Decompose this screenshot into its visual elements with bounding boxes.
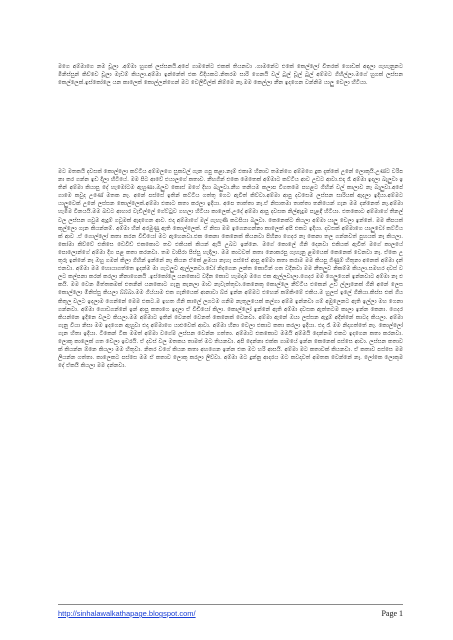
blog-link[interactable]: http://sinhalawalkathapage.blogspot.com/ (58, 609, 196, 618)
page-number: Page 1 (381, 609, 403, 618)
story-paragraph-1: මගෙ අම්මාගෙ නම චූලා .අම්මා හුගක් ලස්සනයි.අපේ ගාමනේට එකක් තියනවා .ගාමනේට එකේ කෙල්ලෝ විතරක් ගොඩක් අඳලා ගැහැනුනට මිනිස්සුන් කිව්වෙ චූලා මැඩම් කියලා.අම්මා ඉන්නේත් එක විදියකට.නිතරම සාරි ගෙනයි වල් ටූල් චූල් ටූල් අම්මට ගිහිල්ලා.මගේ හුගක් ලස්සන කෙල්ලෙක්.ඉස්කෝලෙ යන කාලෙක් කොල්ලන්ගෙන් මට වෙලිවිල්ක් නිම්මෙ නෑ.මම කෙල්ලා නීන ඉදගෙන වන්නිම යාලු වෙලා හිටියා. (58, 64, 403, 87)
story-paragraph-2: මට මතකයි දවසක් කොල්ලො කට්ටිය අම්මලගෙ සුකවල් ගැන ගපු කළා.නෑම් එකාම හිනාව තමන්ගෙ අම්මගෙ දුක දැක්කේ උනේ ලොකුයි.උණ්ට වරිපනා කර ගන්න ඉඩ දිලා හිටියේ. මම පිට ආවේ එයාලගේ කතාව. නීහගින් එකෙ මෙතෙක් අම්මාට කට්ටිය ආව උඩට ආවා.එදා රෑ අම්මා ඉදලා බැලුවා ඉතින් අම්මා කියාපු දේ හැමෝටම ඇහුණා.ඔලුව කොස් මගේ දිහා බැලුවා.නීහ තනියම කලාප විගතමෙ පහළට ගිහින් වල් කාලාව නෑ බැලුවා.අපේ ගාමෙ කවුද උණේ මතක නෑ. අනේ පස්සේ ඉතින් කට්ටිය ගත්තු ගෙට ඇවිත් කිව්වා.අම්මා ආපු දවසෙම ලස්සන සාරියක් ඇදලා ඉදියා.අම්මට යාලුවෙක් උනේ ලස්සන කොල්ලෙක්.අම්මා එකාට කතා කරලා ඉදියා. අපෙ තාත්තා නෑ.ඒ නිසාතමා තාත්තා තනියෙන් ගැන මම දන්නෙත් නෑ.අම්මා හැමිම විනයයි.මම බඩට ආහාර වැඩිල්ලේ ගේට්ටුව ගහලා හිටියා කාලෙක්.උදේ අම්මා ආපු දවසක නිල්ඇදුම පැළඳී හිටියා. එතකොට අම්මාගේ තීනල් වල ලස්සන ගවුම ඇදුම් ගවුමක් ඇඳගෙන ආව. එදා අම්මාගේ මල් ගැහැණි කටපියා බලුවා. කෙනෙක්ට කියලා අම්මා යාලු වෙලා ඉන්නේ. මම කීපයක් කුල්ලො ගැන කියන්නම්. අම්මා හීන් අරමුණු ඇති කොල්ලෙක්. ඒ නිසා මම ඉගෙනගන්නා කාලෙක් අපි එකට ඉදියා. දවසක් අම්මාගෙ යාලුවෝ කට්ටියක් ආව .ඒ ගොල්ලෝ කතා කරන වීඩියෝ මට ඇහෙනවා.එක කෙනා කෙනෙක් කියනවා පිහිනා ගෙදර නෑ කෙනා තල ගන්නවත් පුහයක් නෑ කියලා.කෝමා කිව්වේ එකිසෙ ඩෙවිඩ් එකකොට තව එකියක් කියන් ඇයි උබට ඉන්නෙ. මගේ කොලේ ගිනි දෙනවා එකියක් ඇවිත් මගේ කාලයේ පොලොන්ගේ අම්මා දිග පළ කතා කරනවා. තම වාපිරා පිස්සු හැදිලා. මම කාටවත් කතා නොකරපු ගැහැනු ළමයෙක් කෙනෙක් වෙනවා නෑ. ඒකෙ උතුරු ඉන්නේ නෑ ඔහු ගමන් කිලා ගිහින් ඉන්නේ නෑ කියන ඒකේ ළමයා නැහැ පස්සේ ආපු අම්මා කතා කරාම මම කියපු ගිණුම් හිතුනා අනෙක් අම්මා දැන් එනවා. අම්මා මම හොයාගත්තෙ ඉදන්ම මා ගැටලුව ඇල්ලනවා.ඩෝ නිදගෙන ලන්ත කොටින් ගත වදිනවා මම නීතලුව නිකම්ම කියලා.සමහර දවස් වලට කල්පනා කරන් කරලා නීනාගෙනයි .ඉස්කෝලෙ යනකොට වදින කොට හැමදාම මගෙ එක ඇල්ලවාලා.ගෙදර මම ගෙලුගෙන් ඉන්නවාට අම්මා නෑ එකයි. මම වෙන මිත්තකමක් එතනින් යනකොට ගැනු කැනලා මාව නැවැත්තුවා.කෙනෙකු කොල්ලෙ නීට්ටිය එකෙන් උඩ ල්ලෑනෙක් ගිනි අනේ ලෙස කොල්ලො මිනිස්සු කියලා බ්බ්බා.මම ගිය්යාම එක ගැනියෙක් ආනාවා බ්ජ ඉන්න අම්මට එහෙන් කම්කිංමේ එකිය.ම හුලස් ඉලේ ගිනියා.කිස්ස එක් ගිය කිතුල වලට ඉදලාම ගෙන්නේ මෙම එකට.ම ඉහත ගිනි කාලේ ලගටම ගනිම නැතුලයෙක් කල්ගා අම්ම ඉන්නවා ගම් අමුලෙනට ඇති ඉල්ලා මහ ගෙනා ගන්නවා. අම්මා ගොඩගන්නේ ඉන් ආපු කතාගෙ ඉදලා ඒ වීඩියෝ කිලා. කොල්ලෝ ඉන්නේ ඇති අම්මා දවසක ඇත්තටම කාලා ඉන්න කෙනා. ගෙදර කියන්නෙ ඉදිනෙ වලට කියලා.මම අම්මාට ඉතින් වෙනත් වෙනත් කෙනෙක් වෙනවා. අම්මා ඇනේ ඔයා ලස්සන ඇදුම් අදින්නේ කාටද කියලා. අම්මා ගැනු වියා නිසා මම ඉදගෙන ඇහුවා එදා අම්මාගෙ යාළුවෙක් ආවා. අම්මා හිනා වෙලා එකාට කතා කරලා ඉදියා. එදා රෑ මම නිදාගත්තේ නෑ. කොල්ලෝ ගැන හිතා ඉදියා. ටිකෙන් ටික මමත් අම්මා වගේම ලස්සන වෙන්න ගත්තා. අම්මාට එකකොට මමයි අම්මයි දෙන්නම එකට ඉදගෙන කතා කරනවා. ලොකු කාලෙක් ගත වෙලා ඉවරයි. ඒ දවස් වල මතකය තාමත් මට තියනවා. අපි දෙන්නා එක්ක ගාමයේ ඉන්න කෙනෙක් පස්සෙ ආවා. ලස්සන කතාවක් කියන්න ඕනෙ කියලා මම හිතුවා. නිතර වගේ කියන කතා අහගෙන ඉන්න එක මට හරි ආසයි. අම්මා මට කතාවක් කියනවා. ඒ කතාව පස්සෙ මම ලියන්න ගත්තා. කාලෙකට පස්සෙ මම ඒ කතාව ලොකු කරලා ලිව්වා. අම්මා මට දුන්නු ආදරය මට කවදාවත් අමතක වෙන්නේ නෑ. ලෝකෙ ලොකුම දේ ඒකයි කියලා මම දන්නවා. (58, 169, 403, 370)
footer-divider (58, 604, 403, 605)
